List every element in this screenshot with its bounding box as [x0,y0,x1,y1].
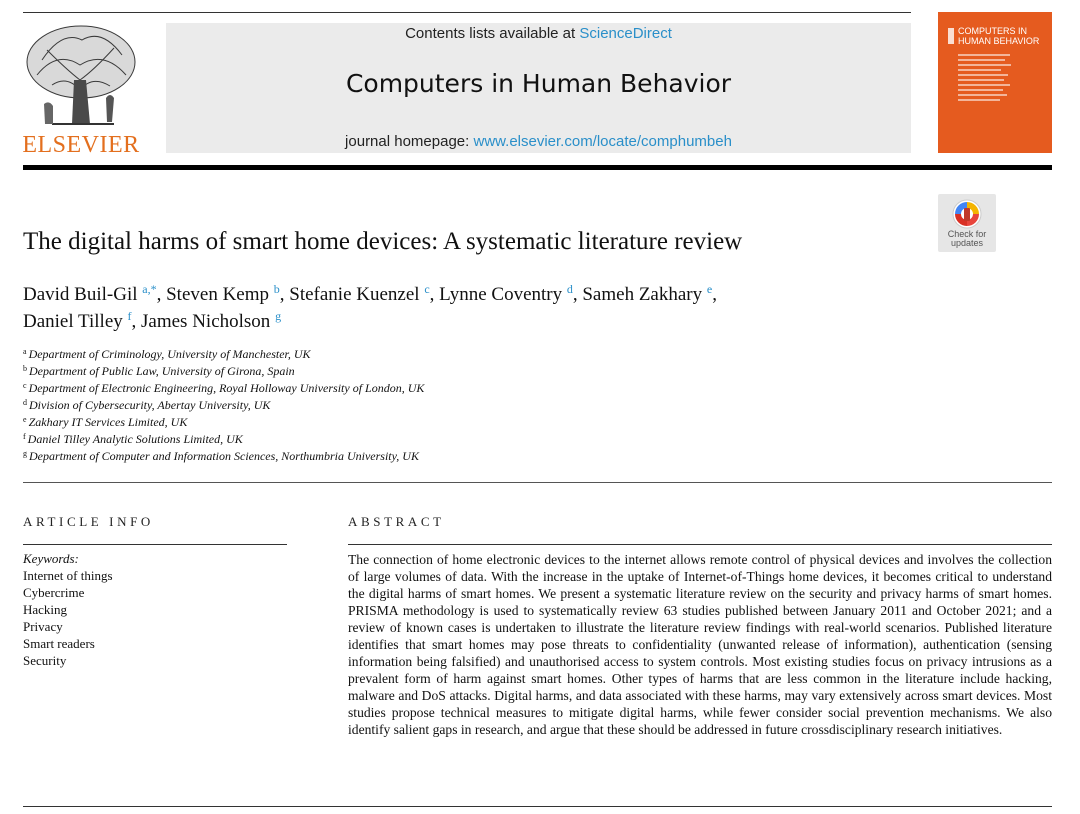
check-for-updates-button[interactable] [938,194,996,252]
elsevier-tree-icon [22,20,140,130]
abstract-text: The connection of home electronic devices to the internet allows remote control of physical devices and involves the collection of large volumes of data. With the increase in the uptake of Internet-of-Things home devices, it becomes critical to understand the digital harms of smart homes. We present a systematic literature review on the security and privacy harms of smart homes. PRISMA methodology is used to systematically review 63 studies published between January 2011 and October 2021; and a review of known cases is undertaken to illustrate the literature review findings with real-world scenarios. Published literature identifies that smart homes may pose threats to confidentiality (unwanted release of information), authentication (sensing information being falsified) and unauthorised access to system controls. Most existing studies focus on privacy intrusions as a prevalent form of harm against smart homes. Other types of harms that are less common in the literature include hacking, malware and DoS attacks. Digital harms, and data associated with these harms, may vary extensively across smart devices. Most studies propose technical measures to mitigate digital harms, while fewer consider social prevention mechanisms. We also identify salient gaps in research, and argue that these should be addressed in future crossdisciplinary research initiatives. [348,552,1052,737]
publisher-name: ELSEVIER [22,132,140,158]
author[interactable]: David Buil-Gil $^{a,*}$ [23,282,157,305]
affiliation: $^f$ Daniel Tilley Analytic Solutions Limited, UK [23,432,243,446]
author-list: David Buil-Gil $^{a,*}$, Steven Kemp $^b$, Stefanie Kuenzel $^c$, Lynne Coventry $^d$, Sameh Zakhary $^e$, Daniel Tilley $^f$, James Nicholson $^g$ [23,282,717,332]
cover-text-lines [958,54,1044,101]
journal-header [166,23,911,153]
author[interactable]: Steven Kemp $^b$ [166,282,280,305]
affiliation: $^d$ Division of Cybersecurity, Abertay University, UK [23,398,271,412]
check-for-updates-icon [952,199,982,229]
header-divider [23,165,1052,170]
keyword[interactable]: Cybercrime [23,585,85,600]
cover-mark [948,28,954,44]
journal-cover[interactable] [938,12,1052,153]
section-divider [23,482,1052,483]
abstract-heading: ABSTRACT [348,514,445,529]
abstract-rule [348,544,1052,545]
keyword[interactable]: Smart readers [23,636,95,651]
keyword[interactable]: Hacking [23,602,68,617]
top-rule [23,12,911,13]
author[interactable]: Sameh Zakhary $^e$ [582,282,713,305]
sciencedirect-link[interactable]: ScienceDirect [579,25,672,42]
keywords-label: Keywords: [23,551,79,566]
journal-homepage-link[interactable]: www.elsevier.com/locate/comphumbeh [473,133,732,150]
cover-title: COMPUTERS IN HUMAN BEHAVIOR [958,26,1040,46]
affiliation: $^a$ Department of Criminology, University of Manchester, UK [23,347,311,361]
author[interactable]: Lynne Coventry $^d$ [439,282,573,305]
keyword[interactable]: Privacy [23,619,63,634]
affiliation: $^g$ Department of Computer and Information Sciences, Northumbria University, UK [23,449,419,463]
keyword[interactable]: Security [23,653,67,668]
affiliation-list [23,346,823,465]
article-info-heading: ARTICLE INFO [23,514,154,529]
article-info-rule [23,544,287,545]
affiliation: $^b$ Department of Public Law, University of Girona, Spain [23,364,295,378]
author[interactable]: James Nicholson $^g$ [141,309,282,332]
contents-prefix: Contents lists available at [405,25,580,42]
journal-title: Computers in Human Behavior [345,69,732,98]
affiliation: $^e$ Zakhary IT Services Limited, UK [23,415,188,429]
author[interactable]: Stefanie Kuenzel $^c$ [289,282,430,305]
homepage-prefix: journal homepage: [345,133,474,150]
affiliation: $^c$ Department of Electronic Engineering, Royal Holloway University of London, UK [23,381,425,395]
author[interactable]: Daniel Tilley $^f$ [23,309,132,332]
keywords-block [23,550,113,669]
keyword[interactable]: Internet of things [23,568,113,583]
check-for-updates-label: Check for updates [947,229,987,248]
article-title: The digital harms of smart home devices: A systematic literature review [23,228,743,255]
homepage-line [166,133,911,150]
bottom-rule [23,806,1052,807]
elsevier-logo[interactable] [22,20,140,156]
contents-line [166,25,911,42]
